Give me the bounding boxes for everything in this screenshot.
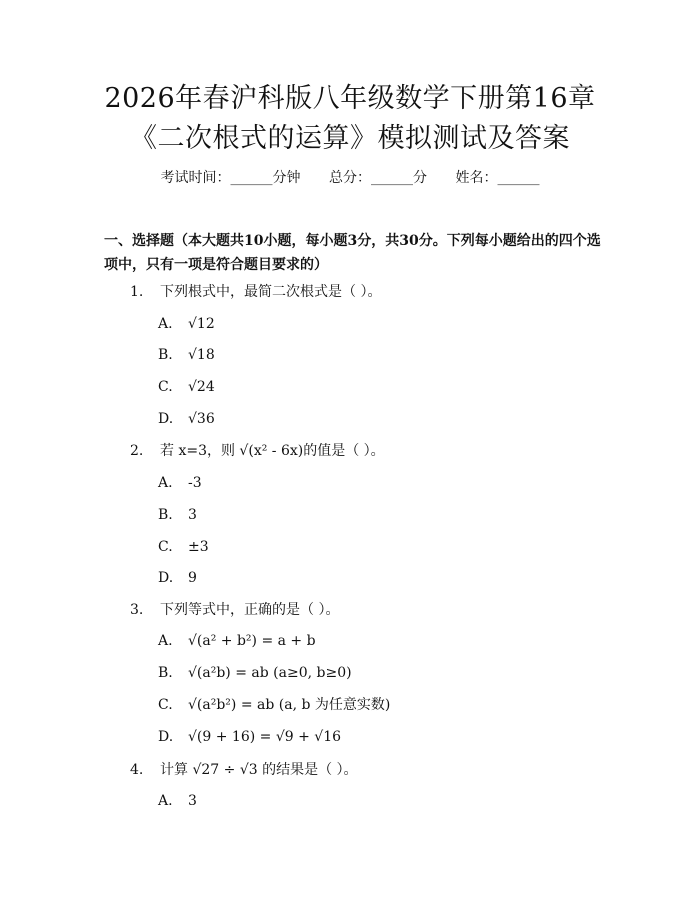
exam-info bbox=[0, 168, 700, 188]
question-3-option-d bbox=[158, 727, 341, 747]
question-2-option-b bbox=[158, 505, 197, 525]
question-text: 若 x=3，则 √(x² - 6x)的值是（ ）。 bbox=[160, 443, 385, 459]
option-text: -3 bbox=[188, 475, 202, 491]
option-text: ±3 bbox=[188, 539, 209, 555]
option-label: A. bbox=[158, 316, 173, 332]
question-text: 下列根式中，最简二次根式是（ ）。 bbox=[160, 284, 382, 300]
document-title-line-1: 2026年春沪科版八年级数学下册第16章 bbox=[104, 83, 596, 114]
question-1-option-a bbox=[158, 314, 215, 334]
option-label: A. bbox=[158, 793, 173, 809]
option-label: C. bbox=[158, 539, 173, 555]
question-2-option-d bbox=[158, 568, 197, 588]
question-1 bbox=[130, 282, 381, 302]
section-heading: 一、选择题（本大题共10小题，每小题3分，共30分。下列每小题给出的四个选项中，只有一项是符合题目要求的） bbox=[104, 233, 601, 273]
option-text: √(a²b²) = ab (a, b 为任意实数) bbox=[188, 697, 391, 713]
option-text: √(9 + 16) = √9 + √16 bbox=[188, 729, 342, 745]
question-4 bbox=[130, 760, 358, 780]
question-3-option-c bbox=[158, 695, 390, 715]
question-3-option-b bbox=[158, 663, 352, 683]
option-text: √12 bbox=[188, 316, 215, 332]
question-text: 计算 √27 ÷ √3 的结果是（ ）。 bbox=[160, 762, 358, 778]
question-2-option-c bbox=[158, 537, 209, 557]
question-1-option-c bbox=[158, 377, 215, 397]
question-number: 3. bbox=[130, 602, 144, 618]
option-text: 3 bbox=[188, 507, 197, 523]
question-1-option-b bbox=[158, 345, 215, 365]
option-label: B. bbox=[158, 347, 173, 363]
option-label: D. bbox=[158, 570, 174, 586]
option-label: B. bbox=[158, 507, 173, 523]
option-label: C. bbox=[158, 697, 173, 713]
question-number: 4. bbox=[130, 762, 144, 778]
question-1-option-d bbox=[158, 409, 215, 429]
option-text: √24 bbox=[188, 379, 215, 395]
document-title-line-2: 《二次根式的运算》模拟测试及答案 bbox=[130, 123, 570, 154]
option-text: √(a²b) = ab (a≥0, b≥0) bbox=[188, 665, 352, 681]
option-text: √18 bbox=[188, 347, 215, 363]
question-2-option-a bbox=[158, 473, 202, 493]
question-text: 下列等式中，正确的是（ ）。 bbox=[160, 602, 340, 618]
question-3 bbox=[130, 600, 339, 620]
option-label: A. bbox=[158, 633, 173, 649]
option-label: D. bbox=[158, 729, 174, 745]
exam-score-field: 总分：______分 bbox=[329, 170, 427, 186]
question-2 bbox=[130, 441, 385, 461]
option-text: √36 bbox=[188, 411, 215, 427]
option-text: 3 bbox=[188, 793, 197, 809]
option-label: D. bbox=[158, 411, 174, 427]
exam-time-field: 考试时间：______分钟 bbox=[160, 170, 301, 186]
option-label: C. bbox=[158, 379, 173, 395]
question-3-option-a bbox=[158, 631, 316, 651]
question-number: 2. bbox=[130, 443, 144, 459]
option-text: √(a² + b²) = a + b bbox=[188, 633, 316, 649]
question-4-option-a bbox=[158, 791, 197, 811]
exam-name-field: 姓名：______ bbox=[455, 170, 540, 186]
question-number: 1. bbox=[130, 284, 144, 300]
option-label: A. bbox=[158, 475, 173, 491]
option-label: B. bbox=[158, 665, 173, 681]
option-text: 9 bbox=[188, 570, 197, 586]
